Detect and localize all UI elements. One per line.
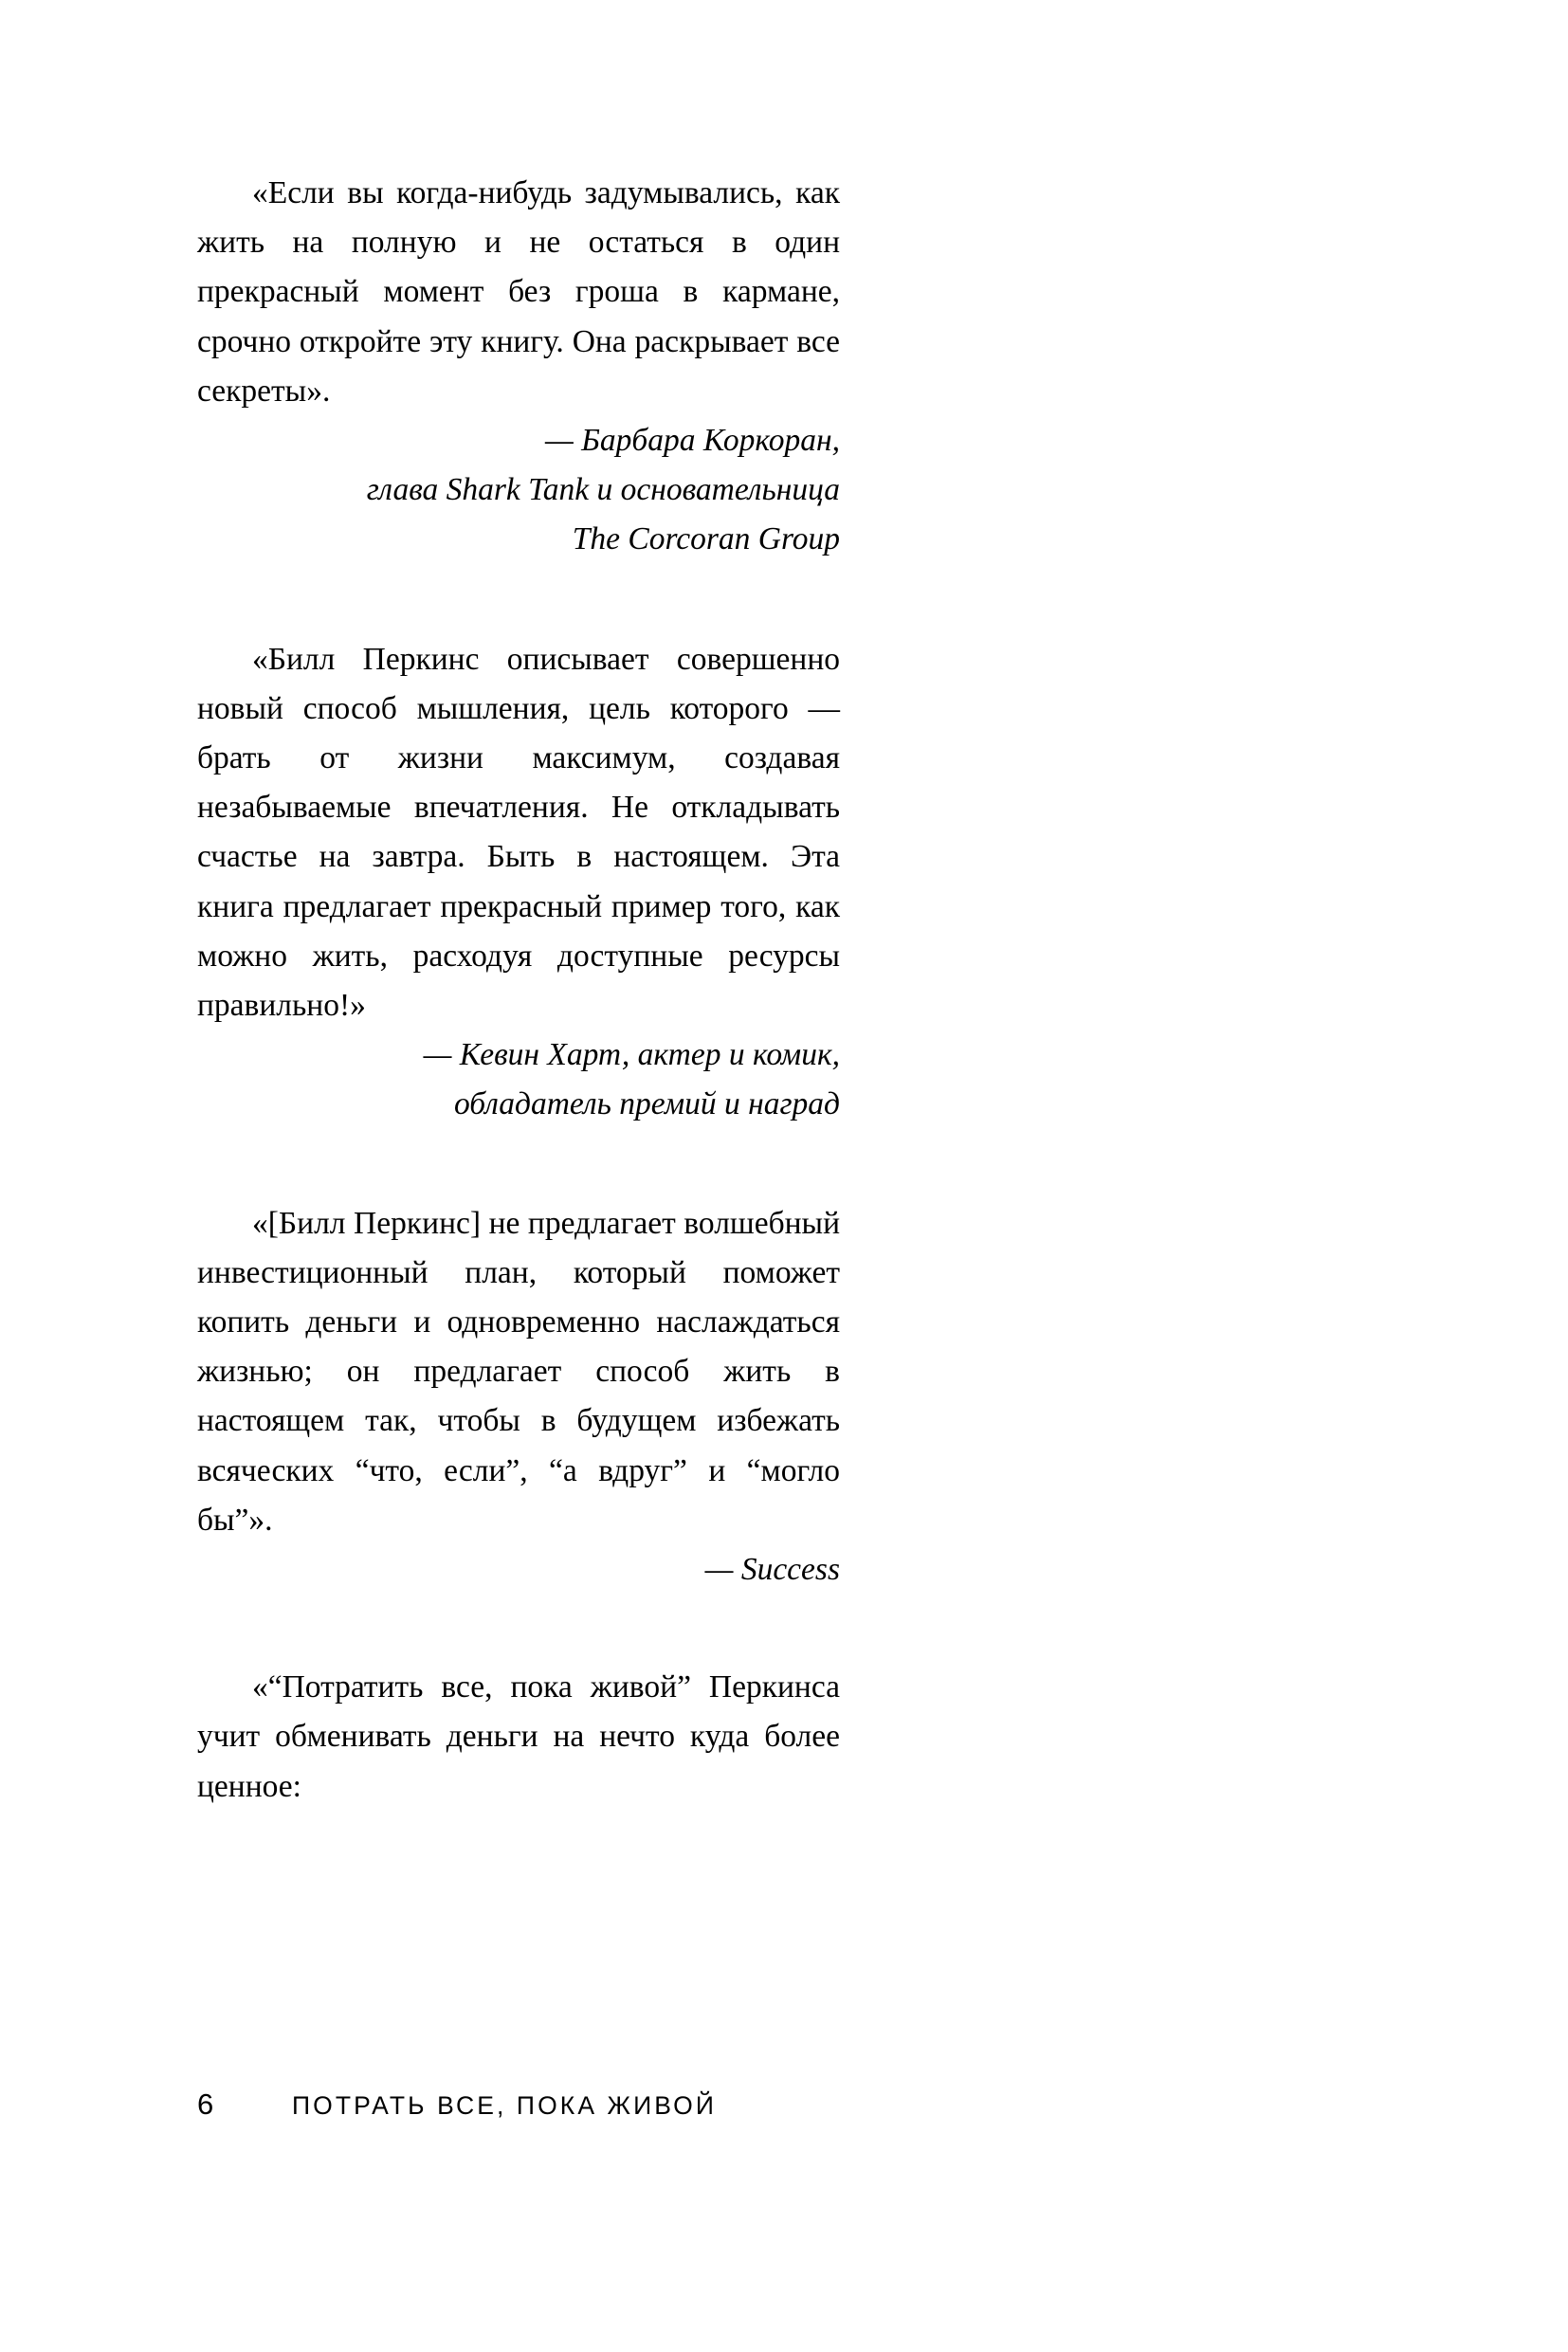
quote-text-partial: «“Потратить все, пока живой” Перкинса учит обменивать деньги на нечто куда более ценное: xyxy=(197,1669,840,1804)
attribution-hart xyxy=(197,1030,840,1129)
attribution-success xyxy=(197,1545,840,1595)
block-spacer xyxy=(197,1595,840,1663)
quote-text-korcoran: «Если вы когда-нибудь задумывались, как жить на полную и не остаться в один прекрасный момент без гроша в кармане, срочно откройте эту книгу. Она раскрывает все секреты». xyxy=(197,175,840,409)
quote-text-hart: «Билл Перкинс описывает совершенно новый способ мышления, цель которого — брать от жизни максимум, создавая незабываемые впечатления. Не откладывать счастье на завтра. Быть в настоящем. Эта книга предлагает прекрасный пример того, как можно жить, расходуя доступные ресурсы правильно!» xyxy=(197,641,840,1024)
attribution-korcoran xyxy=(197,416,840,565)
block-spacer xyxy=(197,1130,840,1199)
quote-block-success xyxy=(197,1199,840,1595)
attribution-line: — Success xyxy=(704,1552,840,1588)
attribution-line: обладатель премий и наград xyxy=(453,1086,840,1122)
text-column xyxy=(197,169,840,1812)
quote-text-success: «[Билл Перкинс] не предлагает волшебный инвестиционный план, который поможет копить деньги и одновременно наслаждаться жизнью; он предлагает способ жить в настоящем так, чтобы в будущем избежать всяческих “что, если”, “а вдруг” и “могло бы”». xyxy=(197,1205,840,1538)
page-number: 6 xyxy=(197,2088,214,2121)
attribution-line: The Corcoran Group xyxy=(572,521,840,557)
quote-block-hart xyxy=(197,635,840,1130)
attribution-line: — Барбара Коркоран, xyxy=(544,423,840,459)
attribution-line: — Кевин Харт, актер и комик, xyxy=(423,1037,840,1073)
page-footer xyxy=(197,2088,861,2123)
attribution-line: глава Shark Tank и основательница xyxy=(366,472,840,508)
running-head: ПОТРАТЬ ВСЕ, ПОКА ЖИВОЙ xyxy=(292,2091,718,2120)
quote-block-partial xyxy=(197,1663,840,1812)
block-spacer xyxy=(197,565,840,635)
quote-block-korcoran xyxy=(197,169,840,565)
